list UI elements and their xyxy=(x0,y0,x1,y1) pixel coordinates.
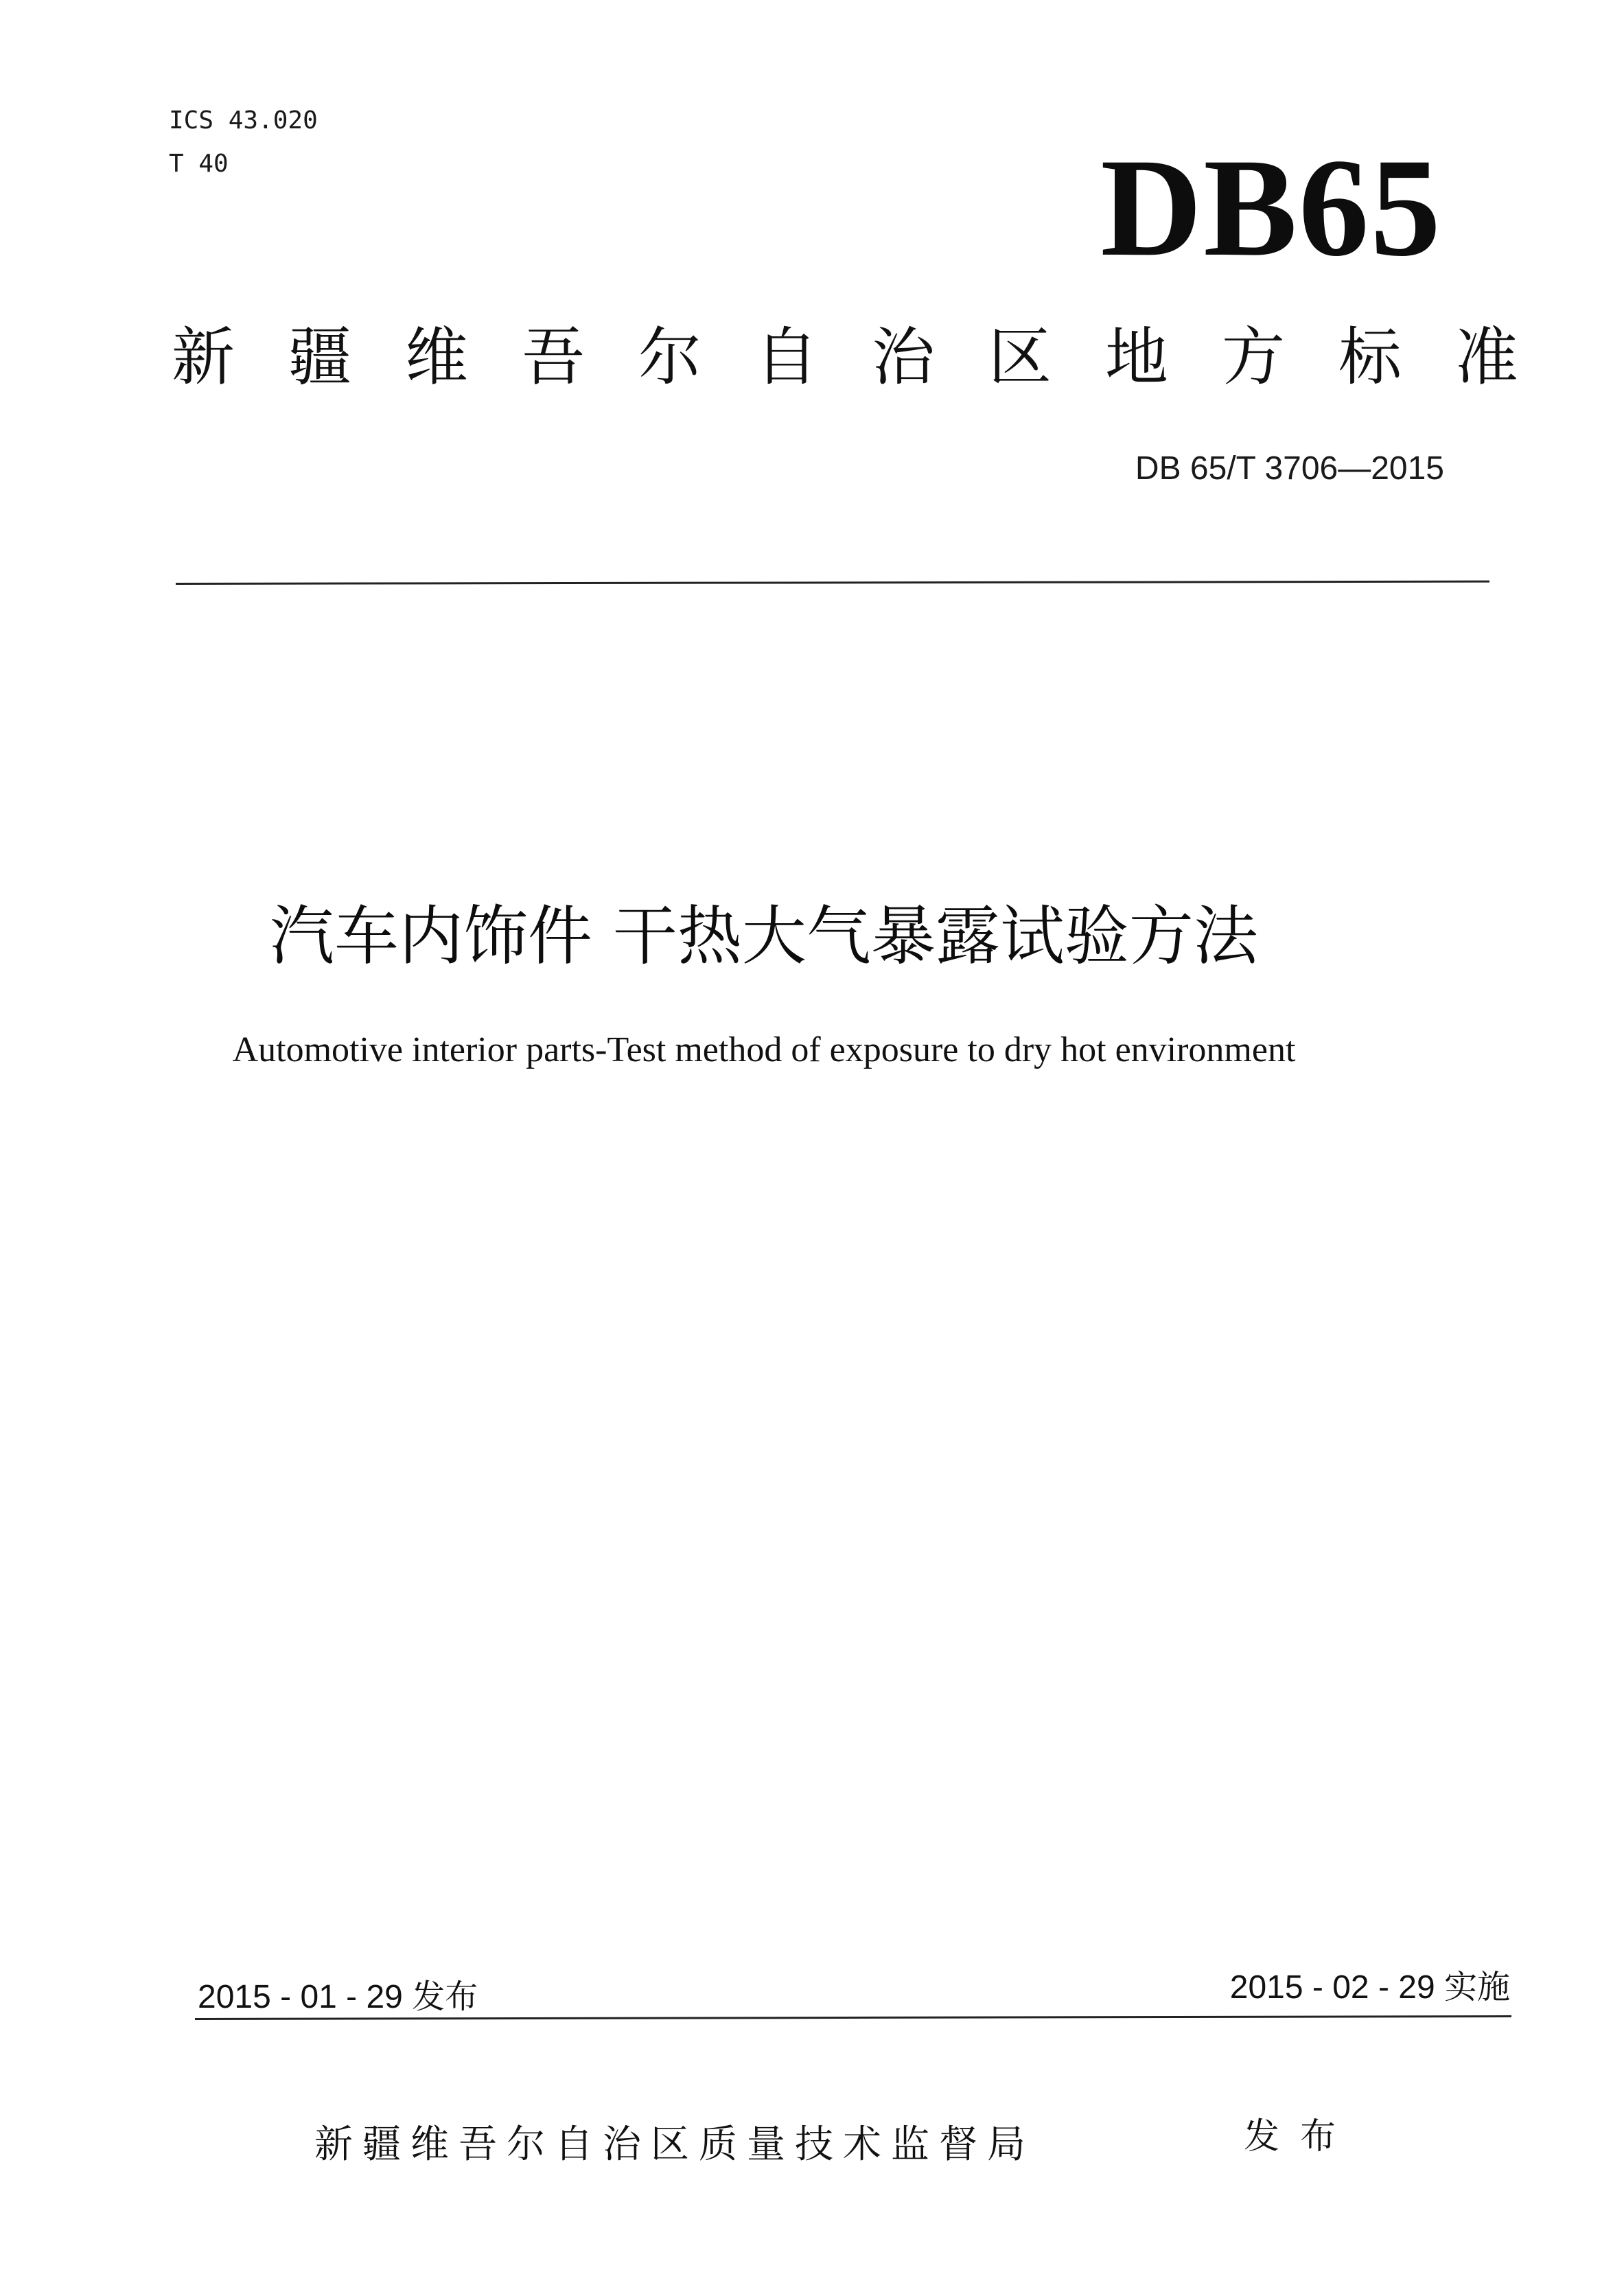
standard-mark: DB65 xyxy=(1100,130,1442,286)
issue-date: 2015 - 01 - 29 发布 xyxy=(198,1979,478,2015)
ics-code: ICS 43.020 xyxy=(169,106,318,135)
implementation-date: 2015 - 02 - 29 实施 xyxy=(1229,1969,1510,2006)
publish-label: 发布 xyxy=(1244,2116,1357,2157)
category-code: T 40 xyxy=(169,150,229,178)
standard-number: DB 65/T 3706—2015 xyxy=(1135,450,1444,487)
issuing-authority: 新疆维吾尔自治区质量技术监督局 xyxy=(314,2122,1035,2167)
document-title-english: Automotive interior parts-Test method of exposure to dry hot environment xyxy=(232,1030,1296,1069)
top-divider xyxy=(176,581,1489,585)
standard-type-title: 新疆维吾尔自治区地方标准 xyxy=(172,321,1573,394)
document-title-chinese: 汽车内饰件 干热大气暴露试验方法 xyxy=(270,899,1258,974)
